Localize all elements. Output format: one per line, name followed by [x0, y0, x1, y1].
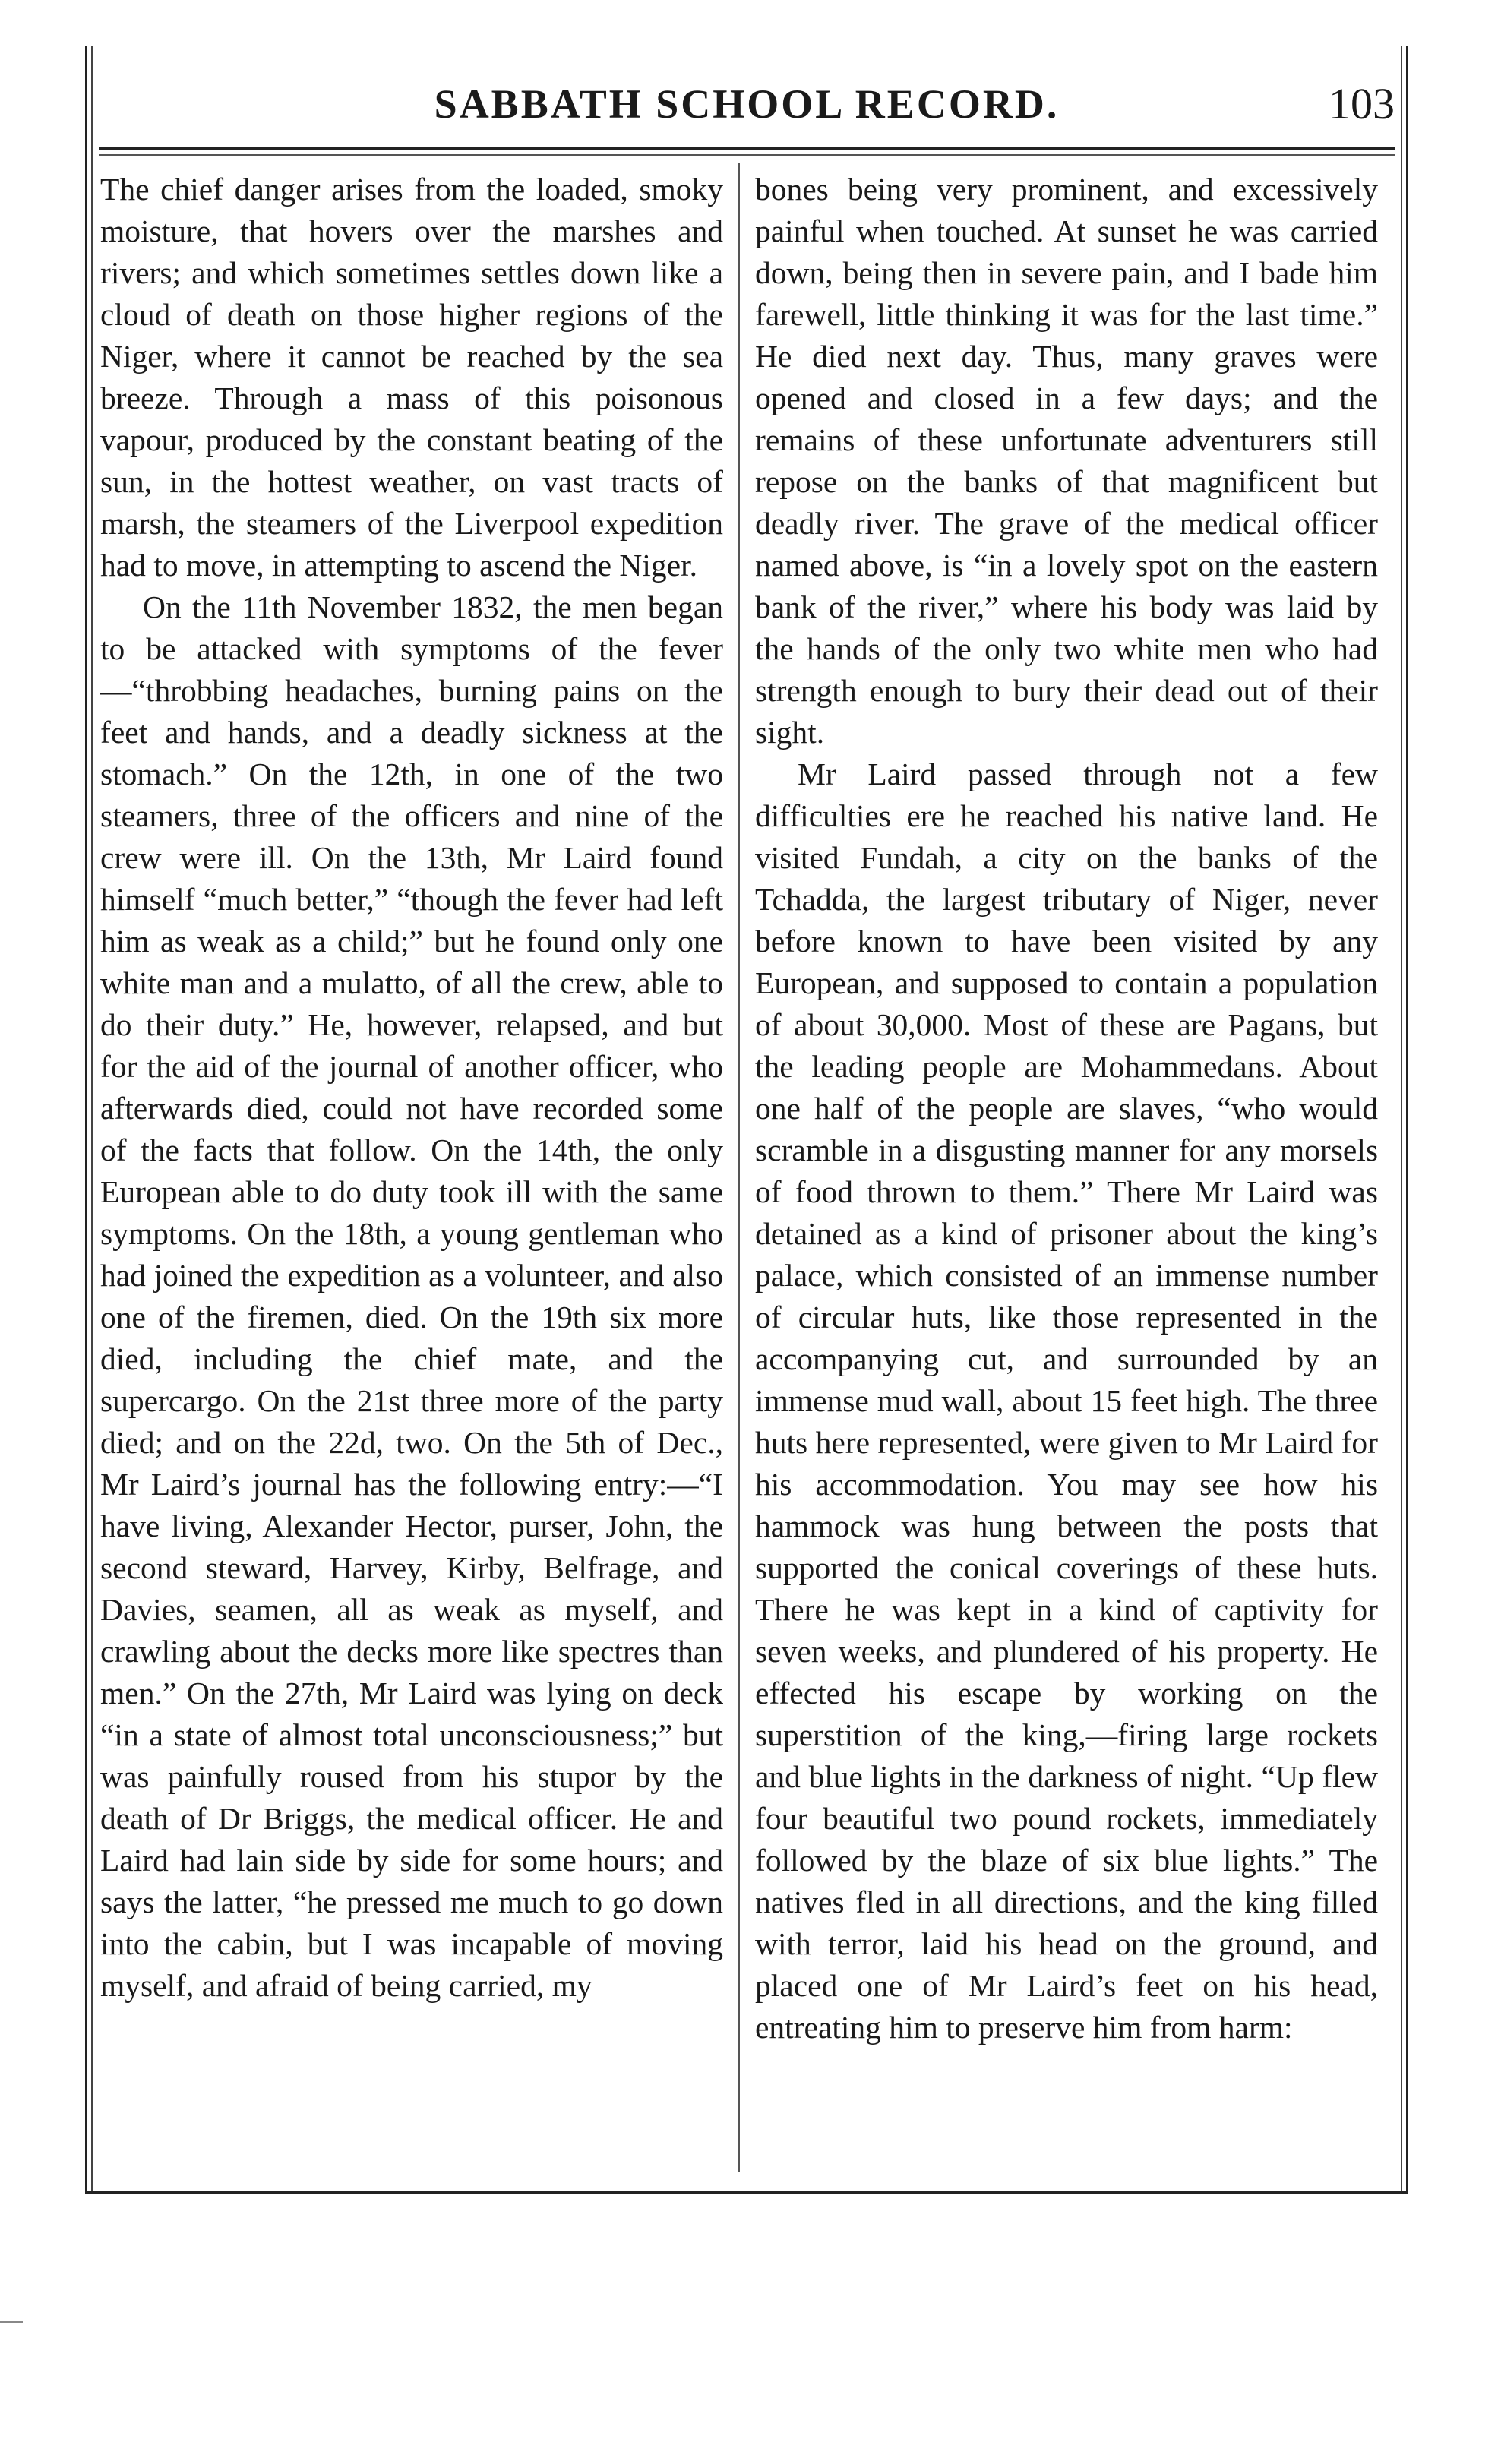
frame-left-outer-rule	[85, 46, 87, 2191]
running-title: SABBATH SCHOOL RECORD.	[434, 81, 1060, 127]
left-column	[100, 169, 723, 2166]
running-header	[99, 70, 1395, 138]
bottom-rule	[85, 2191, 1408, 2194]
column-divider	[738, 163, 740, 2172]
page-number: 103	[1329, 79, 1395, 128]
paragraph: Mr Laird passed through not a few difficulties ere he reached his native land. He visited Fundah, a city on the banks of the Tchadda, the largest tributary of Niger, never before known to have been visited by any European, and supposed to contain a population of about 30,000. Most of these are Pagans, but the leading people are Mohammedans. About one half of the people are slaves, “who would scramble in a disgusting manner for any morsels of food thrown to them.” There Mr Laird was detained as a kind of prisoner about the king’s palace, which consisted of an immense number of circular huts, like those represented in the accompanying cut, and surrounded by an immense mud wall, about 15 feet high. The three huts here represented, were given to Mr Laird for his accommodation. You may see how his hammock was hung between the posts that supported the conical coverings of these huts. There he was kept in a kind of captivity for seven weeks, and plundered of his property. He effected his escape by working on the superstition of the king,—firing large rockets and blue lights in the darkness of night. “Up flew four beautiful two pound rockets, immediately followed by the blaze of six blue lights.” The natives fled in all directions, and the king filled with terror, laid his head on the ground, and placed one of Mr Laird’s feet on his head, entreating him to preserve him from harm:	[755, 757, 1378, 2045]
paragraph: On the 11th November 1832, the men began to be attacked with symptoms of the fever—“throbbing headaches, burning pains on the feet and hands, and a deadly sickness at the stomach.” On the 12th, in one of the two steamers, three of the officers and nine of the crew were ill. On the 13th, Mr Laird found himself “much better,” “though the fever had left him as weak as a child;” but he found only one white man and a mulatto, of all the crew, able to do their duty.” He, however, relapsed, and but for the aid of the journal of another officer, who afterwards died, could not have recorded some of the facts that follow. On the 14th, the only European able to do duty took ill with the same symptoms. On the 18th, a young gentleman who had joined the expedition as a volunteer, and also one of the firemen, died. On the 19th six more died, including the chief mate, and the supercargo. On the 21st three more of the party died; and on the 22d, two. On the 5th of Dec., Mr Laird’s journal has the following entry:—“I have living, Alexander Hector, purser, John, the second steward, Harvey, Kirby, Belfrage, and Davies, seamen, all as weak as myself, and crawling about the decks more like spectres than men.” On the 27th, Mr Laird was lying on deck “in a state of almost total unconsciousness;” but was painfully roused from his stupor by the death of Dr Briggs, the medical officer. He and Laird had lain side by side for some hours; and says the latter, “he pressed me much to go down into the cabin, but I was incapable of moving myself, and afraid of being carried, my	[100, 589, 723, 2003]
paragraph: bones being very prominent, and excessively painful when touched. At sunset he was carried down, being then in severe pain, and I bade him farewell, little thinking it was for the last time.” He died next day. Thus, many graves were opened and closed in a few days; and the remains of these unfortunate adventurers still repose on the banks of that magnificent but deadly river. The grave of the medical officer named above, is “in a lovely spot on the eastern bank of the river,” where his body was laid by the hands of the only two white men who had strength enough to bury their dead out of their sight.	[755, 172, 1378, 750]
scan-edge-mark	[0, 2321, 23, 2323]
frame-right-inner-rule	[1401, 46, 1402, 2191]
paragraph: The chief danger arises from the loaded, smoky moisture, that hovers over the marshes and rivers; and which sometimes settles down like a cloud of death on those higher regions of the Niger, where it cannot be reached by the sea breeze. Through a mass of this poisonous vapour, produced by the constant beating of the sun, in the hottest weather, on vast tracts of marsh, the steamers of the Liverpool expedition had to move, in attempting to ascend the Niger.	[100, 172, 723, 583]
header-rule-thick	[99, 147, 1395, 150]
frame-left-inner-rule	[91, 46, 93, 2191]
right-column	[755, 169, 1378, 2166]
frame-right-outer-rule	[1406, 46, 1408, 2191]
header-rule-thin	[99, 154, 1395, 156]
